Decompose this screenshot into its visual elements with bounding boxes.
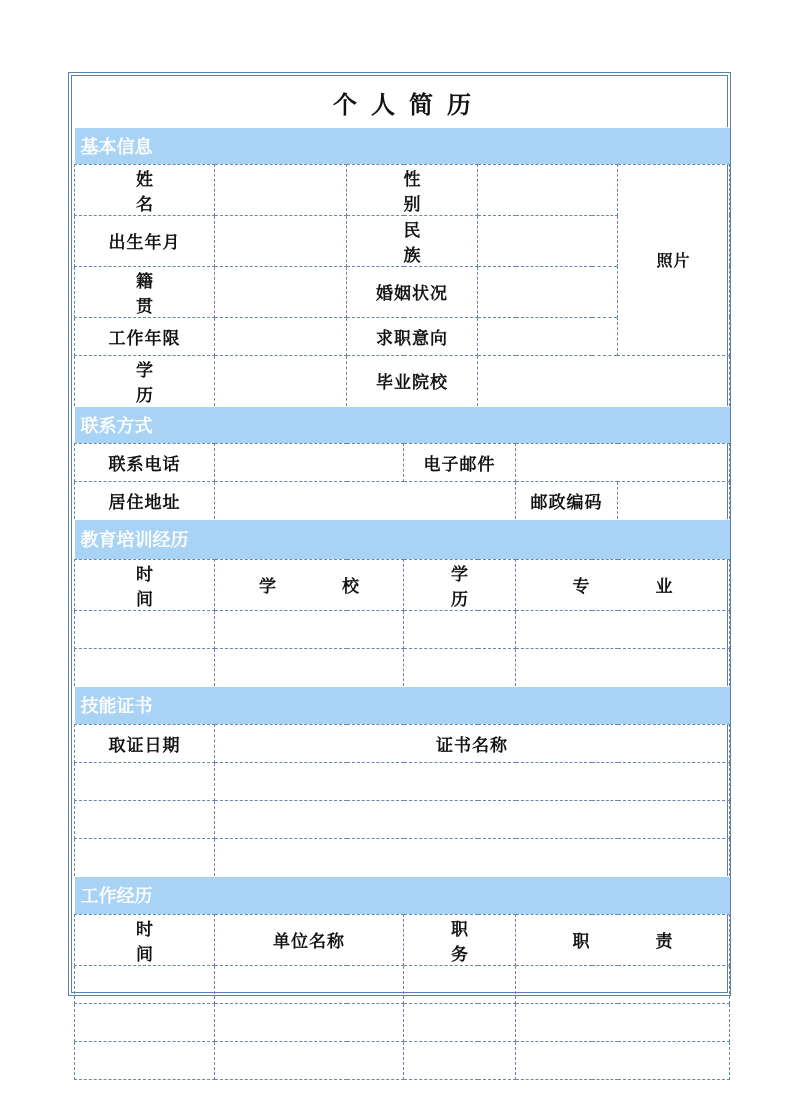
section-contact: 联系方式 xyxy=(75,406,730,443)
work-cell[interactable] xyxy=(215,1041,404,1079)
field-name[interactable] xyxy=(215,164,347,215)
skills-cell[interactable] xyxy=(75,800,215,838)
skills-cell[interactable] xyxy=(75,838,215,876)
label-origin: 籍 贯 xyxy=(75,266,215,317)
label-ethnicity: 民 族 xyxy=(347,215,478,266)
field-gender[interactable] xyxy=(478,164,618,215)
label-birth: 出生年月 xyxy=(75,215,215,266)
field-years[interactable] xyxy=(215,317,347,355)
edu-cell[interactable] xyxy=(516,610,730,648)
work-cell[interactable] xyxy=(75,1003,215,1041)
edu-cell[interactable] xyxy=(75,648,215,686)
edu-cell[interactable] xyxy=(215,610,404,648)
field-intent[interactable] xyxy=(478,317,618,355)
work-cell[interactable] xyxy=(75,965,215,1003)
work-cell[interactable] xyxy=(516,1003,730,1041)
skills-cell[interactable] xyxy=(215,838,730,876)
section-basic-info: 基本信息 xyxy=(75,127,730,164)
skills-header-date: 取证日期 xyxy=(75,724,215,762)
work-cell[interactable] xyxy=(404,965,516,1003)
work-cell[interactable] xyxy=(404,1003,516,1041)
field-birth[interactable] xyxy=(215,215,347,266)
label-email: 电子邮件 xyxy=(404,443,516,481)
skills-header-name: 证书名称 xyxy=(215,724,730,762)
skills-cell[interactable] xyxy=(75,762,215,800)
work-cell[interactable] xyxy=(215,1003,404,1041)
edu-cell[interactable] xyxy=(516,648,730,686)
label-name: 姓 名 xyxy=(75,164,215,215)
section-work: 工作经历 xyxy=(75,876,730,914)
work-header-duty: 职 责 xyxy=(516,914,730,965)
edu-header-degree: 学 历 xyxy=(404,559,516,610)
page-title: 个人简历 xyxy=(75,78,730,127)
work-cell[interactable] xyxy=(516,1041,730,1079)
field-school[interactable] xyxy=(478,355,730,406)
field-ethnicity[interactable] xyxy=(478,215,618,266)
work-cell[interactable] xyxy=(404,1041,516,1079)
edu-cell[interactable] xyxy=(404,610,516,648)
label-marital: 婚姻状况 xyxy=(347,266,478,317)
label-phone: 联系电话 xyxy=(75,443,215,481)
label-years: 工作年限 xyxy=(75,317,215,355)
work-header-position: 职 务 xyxy=(404,914,516,965)
work-header-company: 单位名称 xyxy=(215,914,404,965)
edu-header-time: 时 间 xyxy=(75,559,215,610)
work-cell[interactable] xyxy=(215,965,404,1003)
field-email[interactable] xyxy=(516,443,730,481)
edu-cell[interactable] xyxy=(215,648,404,686)
skills-cell[interactable] xyxy=(215,800,730,838)
label-gender: 性 别 xyxy=(347,164,478,215)
edu-header-major: 专 业 xyxy=(516,559,730,610)
label-school: 毕业院校 xyxy=(347,355,478,406)
field-phone[interactable] xyxy=(215,443,404,481)
work-cell[interactable] xyxy=(516,965,730,1003)
label-address: 居住地址 xyxy=(75,481,215,519)
section-education: 教育培训经历 xyxy=(75,519,730,559)
resume-table xyxy=(74,78,730,1080)
field-marital[interactable] xyxy=(478,266,618,317)
section-skills: 技能证书 xyxy=(75,686,730,724)
field-zip[interactable] xyxy=(618,481,730,519)
edu-header-school: 学 校 xyxy=(215,559,404,610)
skills-cell[interactable] xyxy=(215,762,730,800)
edu-cell[interactable] xyxy=(75,610,215,648)
label-degree: 学 历 xyxy=(75,355,215,406)
photo-box[interactable]: 照片 xyxy=(618,164,730,355)
label-intent: 求职意向 xyxy=(347,317,478,355)
work-cell[interactable] xyxy=(75,1041,215,1079)
label-zip: 邮政编码 xyxy=(516,481,618,519)
field-degree[interactable] xyxy=(215,355,347,406)
field-address[interactable] xyxy=(215,481,516,519)
work-header-time: 时 间 xyxy=(75,914,215,965)
field-origin[interactable] xyxy=(215,266,347,317)
edu-cell[interactable] xyxy=(404,648,516,686)
